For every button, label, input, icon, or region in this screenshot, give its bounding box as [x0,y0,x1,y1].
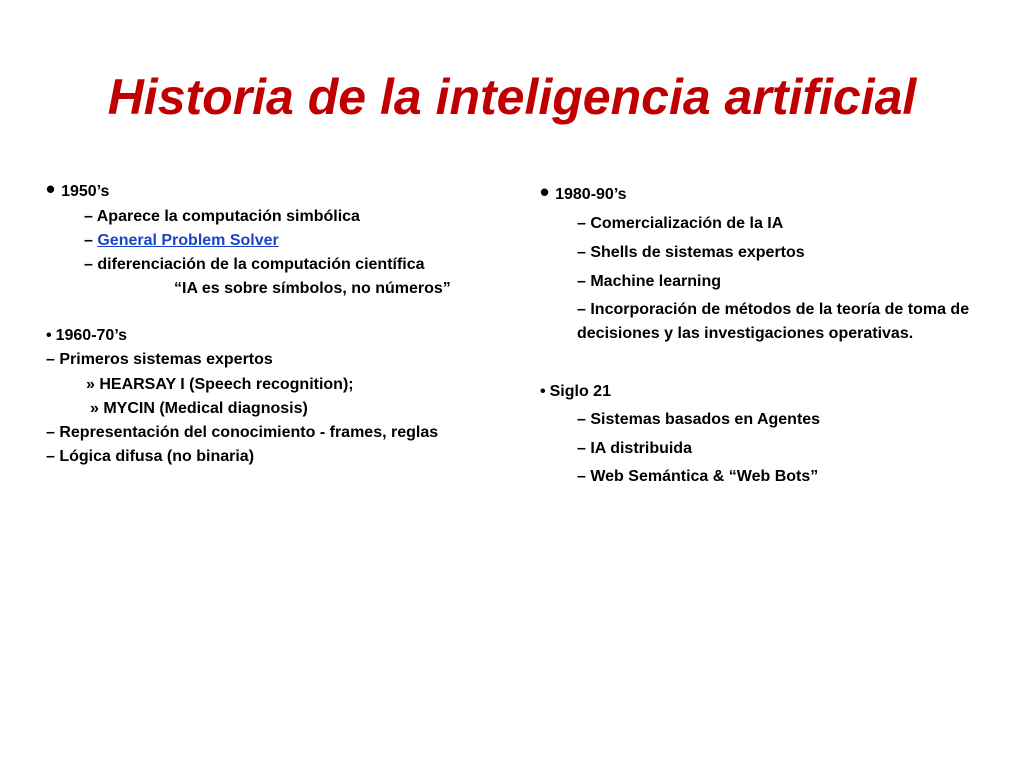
section-1950s-label: 1950’s [61,183,110,200]
list-item: – Machine learning [577,273,722,290]
bullet-icon: • [540,383,546,400]
list-item: – diferenciación de la computación científica [84,256,425,273]
list-item: – Sistemas basados en Agentes [577,411,821,428]
list-item: – Representación del conocimiento - frames, reglas [46,424,439,441]
slide-title: Historia de la inteligencia artificial [107,69,917,125]
list-item: » MYCIN (Medical diagnosis) [90,400,308,417]
list-item: – Shells de sistemas expertos [577,244,805,261]
bullet-icon: • [46,327,52,344]
list-item: » HEARSAY I (Speech recognition); [86,376,354,393]
list-item: – Incorporación de métodos de la teoría de toma de [577,301,970,318]
section-1960s-heading [46,325,127,347]
bullet-icon: • [46,174,56,204]
list-item-continuation: decisiones y las investigaciones operativas. [577,325,914,342]
list-item: – Lógica difusa (no binaria) [46,448,255,465]
list-item: – Primeros sistemas expertos [46,351,273,368]
section-siglo21-label: Siglo 21 [549,383,611,400]
list-item: – Aparece la computación simbólica [84,208,360,225]
bullet-icon: • [540,177,550,207]
section-siglo21-heading [540,381,611,403]
list-item: – IA distribuida [577,440,692,457]
quote: “IA es sobre símbolos, no números” [174,280,451,297]
section-1980s-label: 1980-90’s [555,186,627,203]
section-1950s-heading [46,174,110,204]
section-1980s-heading [540,177,627,207]
section-1960s-label: 1960-70’s [55,327,128,344]
list-item-dash: – [84,232,98,249]
list-item: – Web Semántica & “Web Bots” [577,468,819,485]
list-item: – Comercialización de la IA [577,215,784,232]
list-item [84,230,279,252]
general-problem-solver-link[interactable]: General Problem Solver [97,232,279,249]
